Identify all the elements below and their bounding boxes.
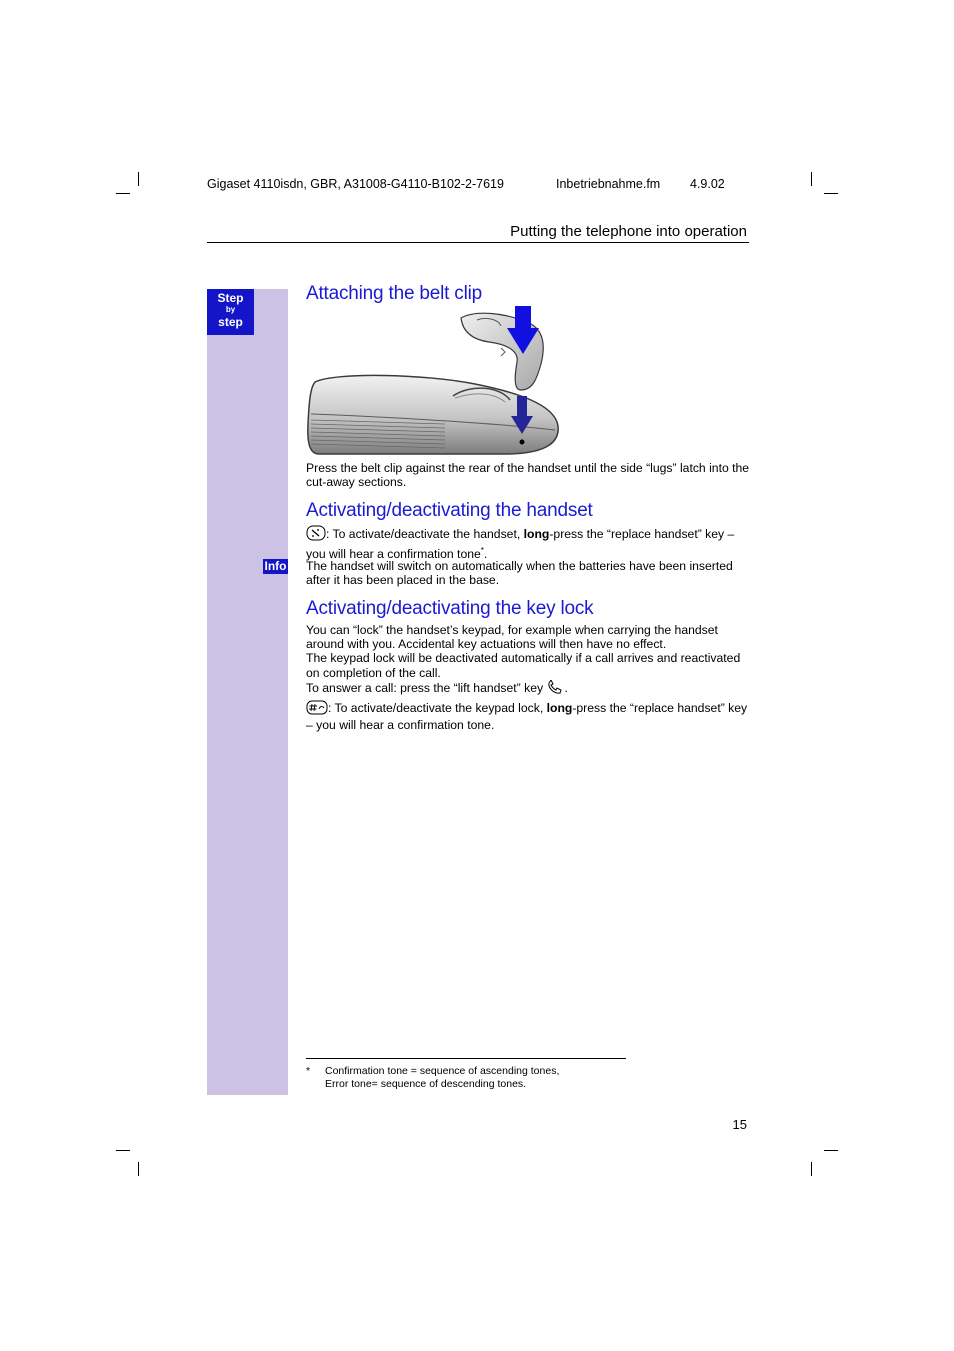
header-rule [207, 242, 749, 243]
step-badge-line2: by [225, 305, 236, 314]
document-date: 4.9.02 [690, 177, 725, 191]
step-badge-line1: Step [217, 291, 244, 305]
key-lock-instruction-bold: long [546, 701, 573, 715]
key-lock-para3 [306, 680, 752, 698]
key-lock-para1: You can “lock” the handset’s keypad, for example when carrying the handset around with you. Accidental key actuations will then have no effect. [306, 623, 718, 652]
key-lock-para3-text: To answer a call: press the “lift handset” key [306, 680, 544, 695]
footnote-reference: * [480, 546, 484, 556]
handset-instruction-text2: -press the “replace handset” key – you will hear a confirmation tone [306, 527, 735, 562]
handset-info-text: The handset will switch on automatically when the batteries have been inserted after it has been placed in the base. [306, 559, 733, 588]
crop-mark [116, 193, 130, 194]
crop-mark [824, 1150, 838, 1151]
belt-clip-text: Press the belt clip against the rear of the handset until the side “lugs” latch into the cut-away sections. [306, 461, 750, 490]
info-badge: Info [264, 559, 287, 573]
footnote-line2: Error tone= sequence of descending tones. [325, 1077, 527, 1090]
handset-instruction-end: . [483, 547, 488, 562]
replace-handset-key-icon [306, 525, 326, 544]
handset-heading: Activating/deactivating the handset [306, 500, 593, 521]
crop-mark [116, 1150, 130, 1151]
key-lock-instruction-text1: : To activate/deactivate the keypad lock, [328, 701, 547, 715]
hash-key-icon [306, 700, 328, 718]
crop-mark [824, 193, 838, 194]
key-lock-heading: Activating/deactivating the key lock [306, 598, 594, 619]
footnote-mark: * [306, 1065, 311, 1077]
step-by-step-sidebar [207, 289, 288, 1095]
step-badge-line3: step [218, 315, 243, 329]
crop-mark [138, 1162, 139, 1176]
footnote-line1: Confirmation tone = sequence of ascending tones, [325, 1065, 560, 1077]
handset-instruction-text1: : To activate/deactivate the handset, [326, 527, 524, 541]
key-lock-instruction-text2: -press the “replace handset” key – you will hear a confirmation tone. [306, 701, 748, 733]
handset-instruction-bold: long [523, 527, 550, 541]
lift-handset-key-icon [546, 680, 564, 698]
footnote-rule [306, 1058, 626, 1059]
step-by-step-badge [207, 289, 254, 335]
belt-clip-heading: Attaching the belt clip [306, 283, 483, 304]
document-id: Gigaset 4110isdn, GBR, A31008-G4110-B102-2-7619 [207, 177, 504, 191]
page-number: 15 [732, 1117, 747, 1132]
key-lock-description [306, 623, 752, 698]
key-lock-para2: The keypad lock will be deactivated automatically if a call arrives and reactivated on completion of the call. [306, 651, 741, 680]
key-lock-para3-end: . [564, 680, 568, 695]
key-lock-instruction [306, 700, 752, 732]
handset-instruction [306, 525, 752, 561]
crop-mark [811, 1162, 812, 1176]
crop-mark [138, 172, 139, 186]
footnote [306, 1065, 559, 1090]
crop-mark [811, 172, 812, 186]
handset-with-belt-clip-illustration [305, 304, 565, 459]
document-filename: Inbetriebnahme.fm [556, 177, 661, 191]
section-header: Putting the telephone into operation [510, 223, 747, 240]
